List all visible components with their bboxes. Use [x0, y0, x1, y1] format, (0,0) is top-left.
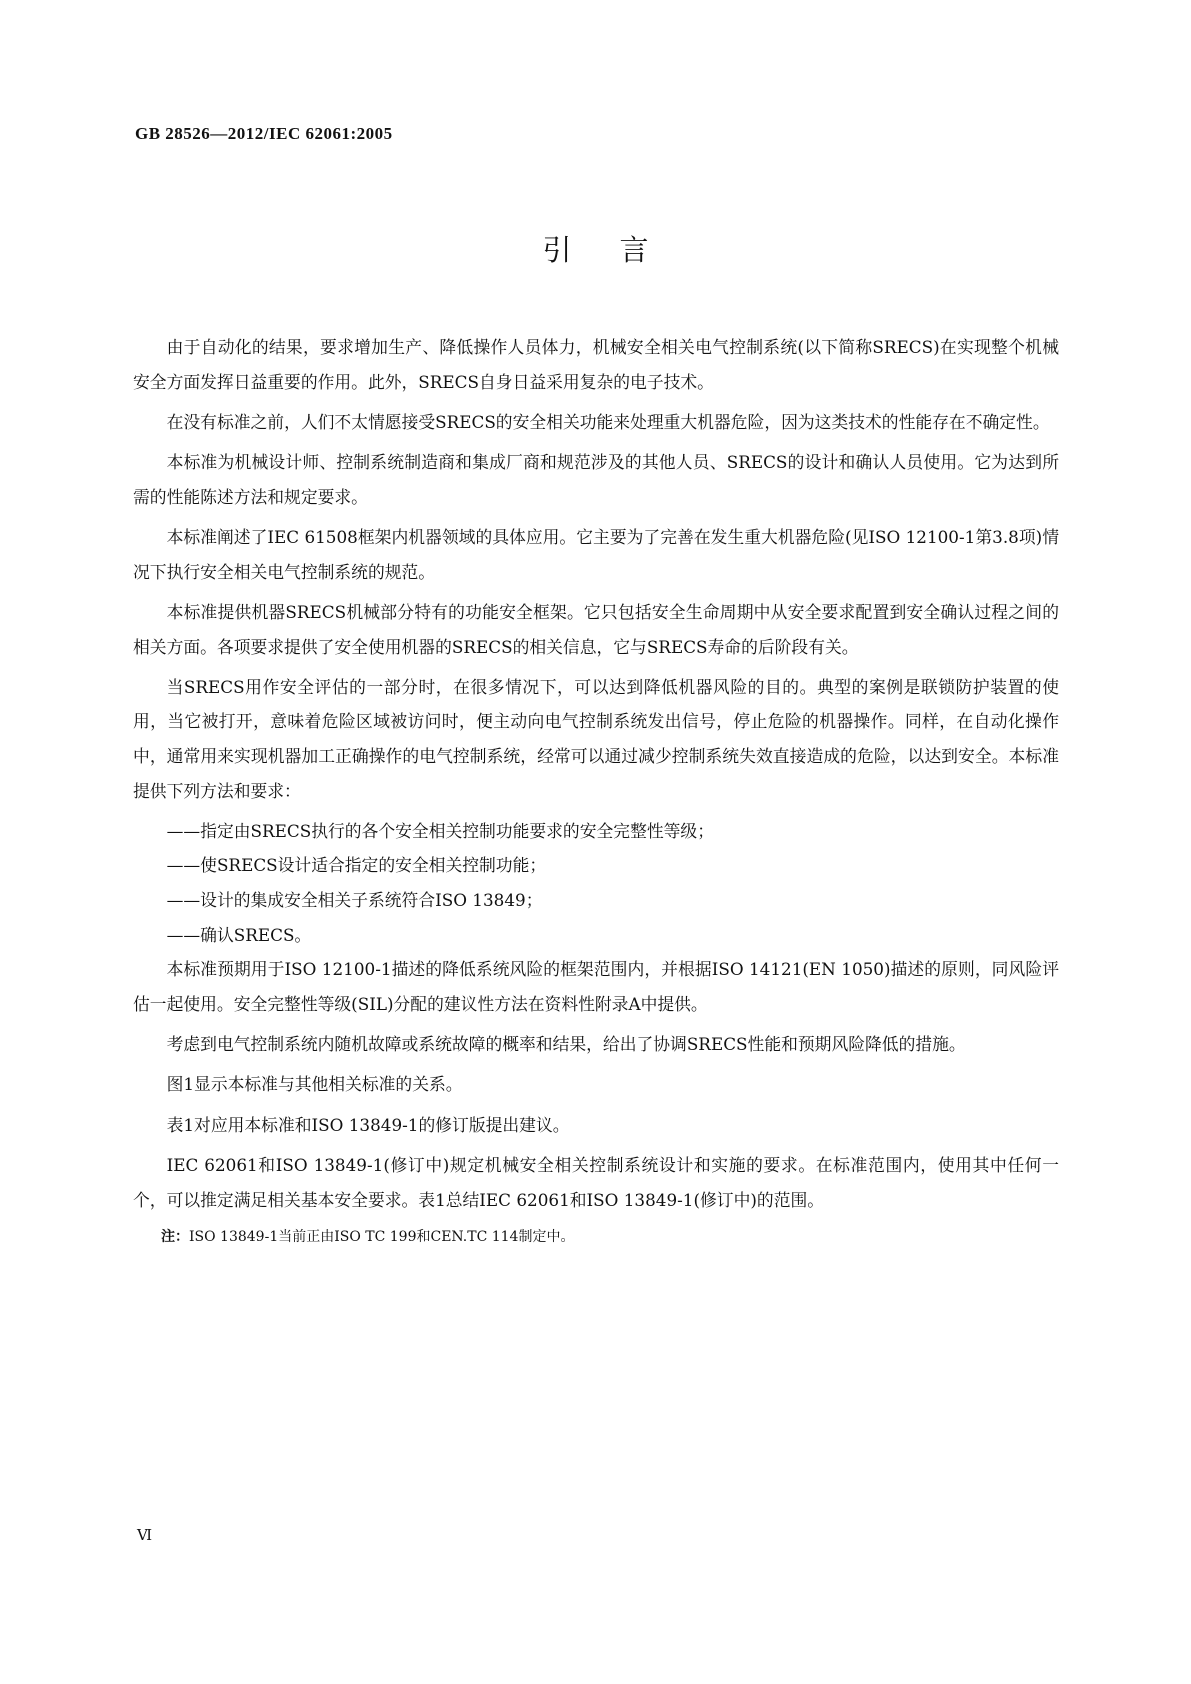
paragraph: IEC 62061和ISO 13849-1(修订中)规定机械安全相关控制系统设计和实施的要求。在标准范围内，使用其中任何一个，可以推定满足相关基本安全要求。表1总结IEC 62061和ISO 13849-1(修订中)的范围。	[133, 1154, 1059, 1210]
page-title: 引言	[542, 233, 697, 267]
dash-list-item: ——设计的集成安全相关子系统符合ISO 13849；	[166, 890, 543, 911]
page-number: Ⅵ	[137, 1528, 153, 1544]
dash-list-item: ——指定由SRECS执行的各个安全相关控制功能要求的安全完整性等级；	[166, 820, 714, 841]
standard-header: GB 28526—2012/IEC 62061:2005	[135, 124, 393, 143]
body-text	[133, 330, 1059, 1257]
dash-list-item: ——确认SRECS。	[166, 924, 312, 945]
paragraph: 由于自动化的结果，要求增加生产、降低操作人员体力，机械安全相关电气控制系统(以下简称SRECS)在实现整个机械安全方面发挥日益重要的作用。此外，SRECS自身日益采用复杂的电子技术。	[133, 337, 1059, 392]
paragraph: 图1显示本标准与其他相关标准的关系。	[166, 1074, 463, 1095]
paragraph: 本标准预期用于ISO 12100-1描述的降低系统风险的框架范围内，并根据ISO 14121(EN 1050)描述的原则，同风险评估一起使用。安全完整性等级(SIL)分配的建议性方法在资料性附录A中提供。	[133, 959, 1059, 1014]
paragraph: 在没有标准之前，人们不太情愿接受SRECS的安全相关功能来处理重大机器危险，因为这类技术的性能存在不确定性。	[166, 411, 1050, 432]
paragraph: 本标准提供机器SRECS机械部分特有的功能安全框架。它只包括安全生命周期中从安全要求配置到安全确认过程之间的相关方面。各项要求提供了安全使用机器的SRECS的相关信息，它与SRECS寿命的后阶段有关。	[133, 601, 1059, 657]
note-label: 注：	[161, 1228, 189, 1245]
paragraph: 本标准阐述了IEC 61508框架内机器领域的具体应用。它主要为了完善在发生重大机器危险(见ISO 12100-1第3.8项)情况下执行安全相关电气控制系统的规范。	[133, 527, 1059, 582]
paragraph: 考虑到电气控制系统内随机故障或系统故障的概率和结果，给出了协调SRECS性能和预期风险降低的措施。	[166, 1034, 966, 1055]
dash-list-item: ——使SRECS设计适合指定的安全相关控制功能；	[166, 855, 547, 876]
note	[133, 1223, 1059, 1251]
note-text: ISO 13849-1当前正由ISO TC 199和CEN.TC 114制定中。	[189, 1228, 575, 1245]
paragraph: 当SRECS用作安全评估的一部分时，在很多情况下，可以达到降低机器风险的目的。典型的案例是联锁防护装置的使用，当它被打开，意味着危险区域被访问时，便主动向电气控制系统发出信号，停止危险的机器操作。同样，在自动化操作中，通常用来实现机器加工正确操作的电气控制系统，经常可以通过减少控制系统失效直接造成的危险，以达到安全。本标准提供下列方法和要求：	[133, 676, 1059, 801]
paragraph: 表1对应用本标准和ISO 13849-1的修订版提出建议。	[166, 1114, 570, 1135]
paragraph: 本标准为机械设计师、控制系统制造商和集成厂商和规范涉及的其他人员、SRECS的设计和确认人员使用。它为达到所需的性能陈述方法和规定要求。	[133, 452, 1059, 507]
